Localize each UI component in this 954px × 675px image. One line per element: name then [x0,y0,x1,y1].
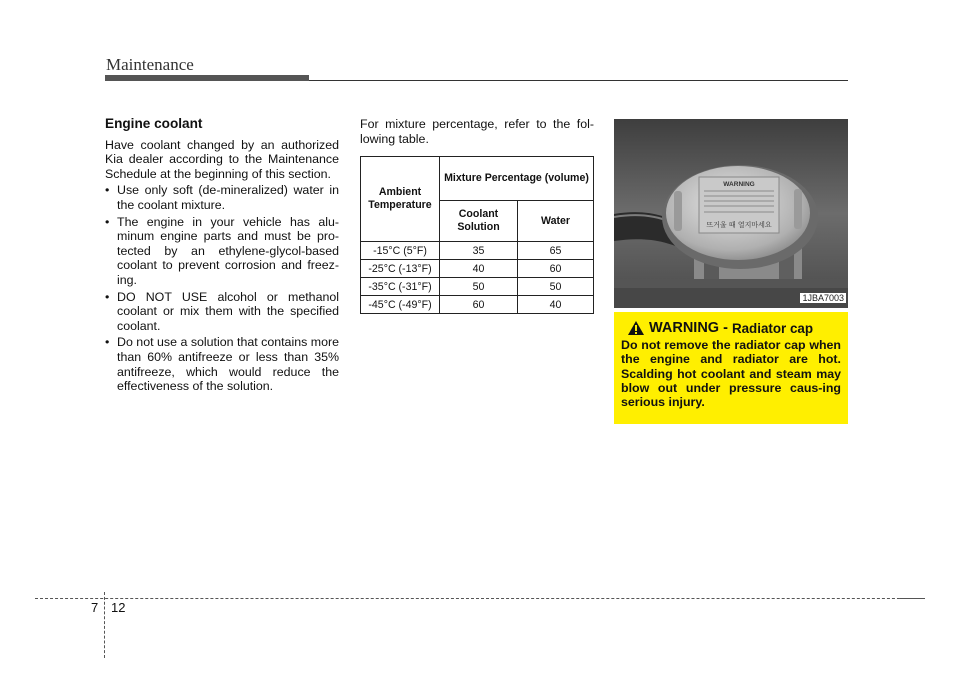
bullet-list [105,183,339,393]
table-row: -35°C (-31°F) 50 50 [361,278,594,296]
warning-heading [627,320,841,336]
section-heading: Engine coolant [105,116,203,131]
bullet-icon: • [105,183,110,198]
section-title: Maintenance [106,55,194,74]
bullet-icon: • [105,289,110,304]
header-rule [309,80,848,81]
footer-rule-end [900,598,924,599]
footer-rule [35,598,925,599]
warning-title: WARNING [649,320,720,336]
list-item: • The engine in your vehicle has alu-minum engine parts and must be pro-tected by an ethylene-glycol-based coolant to prevent corrosion and freez-ing. [105,214,339,287]
warning-box [614,312,848,424]
col-header-water: Water [518,201,594,242]
mixture-intro: For mixture percentage, refer to the fol-lowing table. [360,117,594,146]
footer-divider [104,592,105,658]
table-row: -45°C (-49°F) 60 40 [361,296,594,314]
col-header-mixture: Mixture Percentage (volume) [440,157,594,201]
col-header-coolant: Coolant Solution [440,201,518,242]
list-item: • Use only soft (de-mineralized) water in the coolant mixture. [105,183,339,212]
cap-korean-text: 뜨거울 때 열지마세요 [706,221,772,229]
figure-label: 1JBA7003 [802,293,844,303]
bullet-icon: • [105,214,110,229]
page-number: 12 [111,600,126,615]
warning-subtitle: Radiator cap [731,320,814,336]
col-header-ambient: Ambient Temperature [361,157,440,242]
list-item: • DO NOT USE alcohol or methanol coolant or mix them with the specified coolant. [105,289,339,333]
intro-paragraph: Have coolant changed by an authorized Kia dealer according to the Maintenance Schedule at the beginning of this section. [105,137,339,181]
radiator-cap-photo [614,119,848,308]
header-bar [105,75,309,81]
bullet-icon: • [105,335,110,350]
table-row: -25°C (-13°F) 40 60 [361,260,594,278]
engine-coolant-section [105,117,339,396]
list-item: • Do not use a solution that contains more than 60% antifreeze or less than 35% antifreeze, which would reduce the effectiveness of the solution. [105,335,339,394]
warning-separator: - [723,320,728,336]
cap-warning-text: WARNING [723,181,755,188]
warning-body: Do not remove the radiator cap when the engine and radiator are hot. Scalding hot coolant and steam may blow out under pressure caus-ing serious injury. [621,338,841,410]
radiator-cap-illustration [614,119,848,308]
table-row: -15°C (5°F) 35 65 [361,242,594,260]
mixture-section [360,117,594,146]
mixture-table [360,156,594,314]
chapter-number: 7 [91,600,99,615]
warning-triangle-icon [627,320,645,336]
